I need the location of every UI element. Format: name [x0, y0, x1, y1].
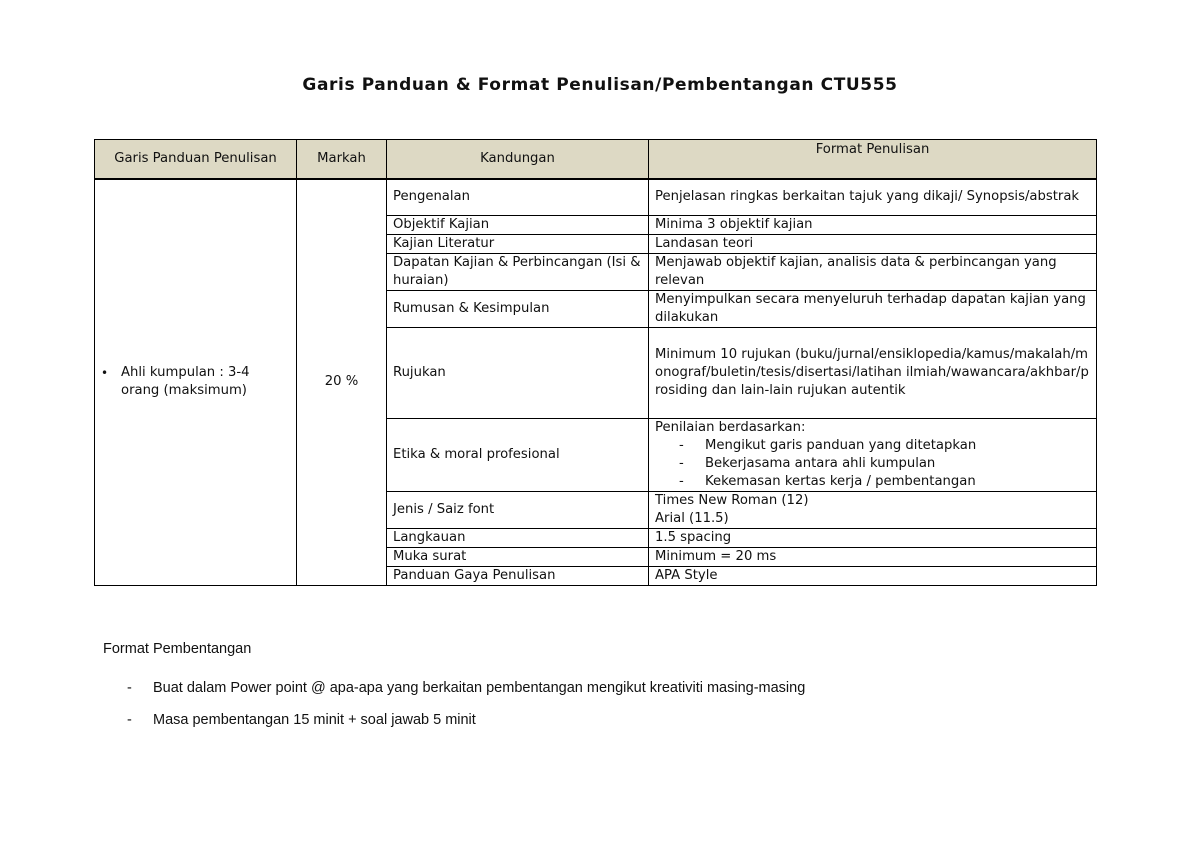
- format-line: Arial (11.5): [655, 510, 729, 526]
- format-line: Times New Roman (12): [655, 492, 809, 508]
- list-item: - Bekerjasama antara ahli kumpulan: [679, 455, 936, 471]
- format-cell: [649, 418, 1097, 491]
- content-cell: Panduan Gaya Penulisan: [387, 566, 649, 585]
- guideline-table: [94, 139, 1097, 586]
- guideline-cell: [95, 179, 297, 585]
- dash-icon: -: [679, 473, 684, 489]
- bullet-icon: •: [101, 366, 109, 381]
- document-title: Garis Panduan & Format Penulisan/Pembentangan CTU555: [302, 75, 898, 95]
- content-cell: Kajian Literatur: [387, 234, 649, 253]
- format-cell: Minimum = 20 ms: [649, 547, 1097, 566]
- content-cell: Etika & moral profesional: [387, 418, 649, 491]
- content-cell: Rumusan & Kesimpulan: [387, 290, 649, 327]
- header-format-penulisan: Format Penulisan: [649, 140, 1097, 180]
- content-cell: Rujukan: [387, 327, 649, 418]
- mark-cell: 20 %: [297, 179, 387, 585]
- format-cell: Minima 3 objektif kajian: [649, 215, 1097, 234]
- header-kandungan: Kandungan: [387, 140, 649, 180]
- header-garis-panduan: Garis Panduan Penulisan: [95, 140, 297, 180]
- dash-icon: -: [679, 455, 684, 471]
- list-item: [127, 712, 805, 744]
- table-header-row: [95, 140, 1097, 180]
- content-cell: Objektif Kajian: [387, 215, 649, 234]
- content-cell: Jenis / Saiz font: [387, 491, 649, 528]
- content-cell: Pengenalan: [387, 179, 649, 215]
- table-row: [95, 179, 1097, 215]
- presentation-heading: Format Pembentangan: [103, 641, 252, 657]
- dash-icon: -: [127, 680, 132, 696]
- dash-icon: -: [127, 712, 132, 728]
- criteria-list: [655, 437, 1090, 491]
- header-markah: Markah: [297, 140, 387, 180]
- format-cell: Menjawab objektif kajian, analisis data & perbincangan yang relevan: [649, 253, 1097, 290]
- content-cell: Muka surat: [387, 547, 649, 566]
- list-item: - Kekemasan kertas kerja / pembentangan: [679, 473, 976, 489]
- format-cell: Menyimpulkan secara menyeluruh terhadap dapatan kajian yang dilakukan: [649, 290, 1097, 327]
- list-item: - Mengikut garis panduan yang ditetapkan: [679, 437, 977, 453]
- format-cell: Penjelasan ringkas berkaitan tajuk yang dikaji/ Synopsis/abstrak: [649, 179, 1097, 215]
- format-cell: [649, 491, 1097, 528]
- format-cell: Landasan teori: [649, 234, 1097, 253]
- content-cell: Langkauan: [387, 528, 649, 547]
- presentation-item: Masa pembentangan 15 minit + soal jawab 5 minit: [153, 712, 476, 728]
- presentation-item: Buat dalam Power point @ apa-apa yang berkaitan pembentangan mengikut kreativiti masing-masing: [153, 680, 806, 696]
- format-cell: 1.5 spacing: [649, 528, 1097, 547]
- presentation-list: [127, 680, 805, 744]
- dash-icon: -: [679, 437, 684, 453]
- content-cell: Dapatan Kajian & Perbincangan (Isi & huraian): [387, 253, 649, 290]
- format-intro: Penilaian berdasarkan:: [655, 419, 806, 435]
- format-cell: Minimum 10 rujukan (buku/jurnal/ensiklopedia/kamus/makalah/monograf/buletin/tesis/disertasi/latihan ilmiah/wawancara/akhbar/prosiding dan lain-lain rujukan autentik: [649, 327, 1097, 418]
- guideline-item: Ahli kumpulan : 3-4 orang (maksimum): [121, 365, 250, 399]
- list-item: [127, 680, 805, 712]
- format-cell: APA Style: [649, 566, 1097, 585]
